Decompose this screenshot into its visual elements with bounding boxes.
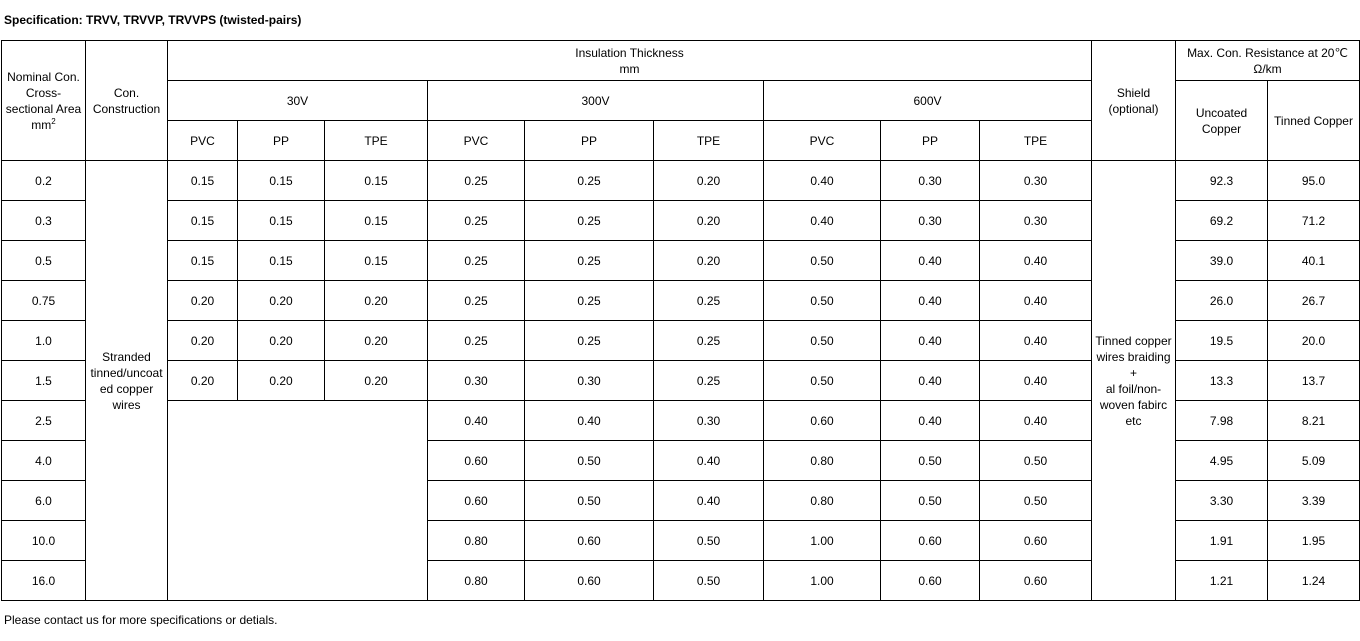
v30-pp-cell: 0.15	[238, 161, 325, 201]
v300-tpe-cell: 0.50	[654, 561, 764, 601]
v30-pp-cell: 0.15	[238, 201, 325, 241]
shield-cell: Tinned copper wires braiding + al foil/non- woven fabirc etc	[1092, 161, 1176, 601]
v300-tpe-cell: 0.20	[654, 241, 764, 281]
area-cell: 6.0	[2, 481, 86, 521]
v600-tpe-cell: 0.60	[980, 561, 1092, 601]
v600-pp-cell: 0.30	[881, 161, 980, 201]
v600-pp-cell: 0.40	[881, 401, 980, 441]
header-max-resistance: Max. Con. Resistance at 20℃ Ω/km	[1176, 41, 1360, 81]
header-300v-pvc: PVC	[428, 121, 525, 161]
v300-pvc-cell: 0.60	[428, 481, 525, 521]
v300-pvc-cell: 0.60	[428, 441, 525, 481]
tinned-cell: 71.2	[1268, 201, 1360, 241]
area-cell: 16.0	[2, 561, 86, 601]
tinned-cell: 26.7	[1268, 281, 1360, 321]
tinned-cell: 5.09	[1268, 441, 1360, 481]
uncoated-cell: 7.98	[1176, 401, 1268, 441]
header-insulation-thickness: Insulation Thickness mm	[168, 41, 1092, 81]
uncoated-cell: 1.21	[1176, 561, 1268, 601]
v300-pp-cell: 0.50	[525, 441, 654, 481]
v600-tpe-cell: 0.50	[980, 481, 1092, 521]
v600-pvc-cell: 0.50	[764, 241, 881, 281]
v600-pp-cell: 0.40	[881, 241, 980, 281]
header-30v-pp: PP	[238, 121, 325, 161]
v300-pvc-cell: 0.30	[428, 361, 525, 401]
area-cell: 1.0	[2, 321, 86, 361]
page-title: Specification: TRVV, TRVVP, TRVVPS (twisted-pairs)	[4, 13, 302, 27]
v300-pp-cell: 0.60	[525, 521, 654, 561]
specification-table	[1, 40, 1360, 601]
tinned-cell: 1.95	[1268, 521, 1360, 561]
v600-pp-cell: 0.50	[881, 441, 980, 481]
header-nominal-area: Nominal Con. Cross- sectional Area $mm^2$	[2, 41, 86, 161]
v300-tpe-cell: 0.40	[654, 481, 764, 521]
v600-pvc-cell: 0.50	[764, 281, 881, 321]
uncoated-cell: 39.0	[1176, 241, 1268, 281]
header-600v-pp: PP	[881, 121, 980, 161]
v600-tpe-cell: 0.50	[980, 441, 1092, 481]
uncoated-cell: 26.0	[1176, 281, 1268, 321]
v30-pp-cell: 0.15	[238, 241, 325, 281]
v600-tpe-cell: 0.40	[980, 401, 1092, 441]
v600-pvc-cell: 0.80	[764, 481, 881, 521]
v30-tpe-cell: 0.20	[325, 321, 428, 361]
header-300v: 300V	[428, 81, 764, 121]
tinned-cell: 95.0	[1268, 161, 1360, 201]
v600-pp-cell: 0.30	[881, 201, 980, 241]
v600-pp-cell: 0.60	[881, 521, 980, 561]
v600-pp-cell: 0.40	[881, 361, 980, 401]
v600-tpe-cell: 0.40	[980, 241, 1092, 281]
v300-tpe-cell: 0.50	[654, 521, 764, 561]
v300-pp-cell: 0.25	[525, 281, 654, 321]
table-header	[2, 41, 1360, 161]
header-30v-pvc: PVC	[168, 121, 238, 161]
v300-tpe-cell: 0.25	[654, 321, 764, 361]
v300-pp-cell: 0.60	[525, 561, 654, 601]
uncoated-cell: 4.95	[1176, 441, 1268, 481]
area-cell: 10.0	[2, 521, 86, 561]
footer-note: Please contact us for more specifications or detials.	[4, 613, 278, 627]
v600-pvc-cell: 0.40	[764, 201, 881, 241]
header-30v: 30V	[168, 81, 428, 121]
v300-pvc-cell: 0.25	[428, 161, 525, 201]
uncoated-cell: 69.2	[1176, 201, 1268, 241]
v600-tpe-cell: 0.40	[980, 361, 1092, 401]
v30-pvc-cell: 0.20	[168, 321, 238, 361]
v300-tpe-cell: 0.30	[654, 401, 764, 441]
uncoated-cell: 3.30	[1176, 481, 1268, 521]
v300-pp-cell: 0.25	[525, 241, 654, 281]
v300-pvc-cell: 0.80	[428, 561, 525, 601]
header-300v-pp: PP	[525, 121, 654, 161]
tinned-cell: 8.21	[1268, 401, 1360, 441]
uncoated-cell: 92.3	[1176, 161, 1268, 201]
v30-pvc-cell: 0.20	[168, 361, 238, 401]
v30-pvc-cell: 0.15	[168, 241, 238, 281]
v600-tpe-cell: 0.40	[980, 321, 1092, 361]
tinned-cell: 40.1	[1268, 241, 1360, 281]
v300-pvc-cell: 0.25	[428, 321, 525, 361]
v30-empty-block	[168, 401, 428, 601]
area-cell: 1.5	[2, 361, 86, 401]
header-uncoated-copper: Uncoated Copper	[1176, 81, 1268, 161]
v300-pvc-cell: 0.40	[428, 401, 525, 441]
v300-pp-cell: 0.25	[525, 161, 654, 201]
v600-tpe-cell: 0.30	[980, 201, 1092, 241]
v300-tpe-cell: 0.20	[654, 161, 764, 201]
header-600v-pvc: PVC	[764, 121, 881, 161]
v600-pp-cell: 0.40	[881, 281, 980, 321]
header-construction: Con. Construction	[86, 41, 168, 161]
area-cell: 2.5	[2, 401, 86, 441]
v600-tpe-cell: 0.60	[980, 521, 1092, 561]
v600-tpe-cell: 0.30	[980, 161, 1092, 201]
header-shield: Shield (optional)	[1092, 41, 1176, 161]
v300-pp-cell: 0.50	[525, 481, 654, 521]
v600-pvc-cell: 1.00	[764, 521, 881, 561]
area-cell: 0.75	[2, 281, 86, 321]
v30-tpe-cell: 0.20	[325, 281, 428, 321]
v30-pp-cell: 0.20	[238, 321, 325, 361]
v30-tpe-cell: 0.15	[325, 241, 428, 281]
construction-cell: Stranded tinned/uncoat ed copper wires	[86, 161, 168, 601]
area-cell: 0.2	[2, 161, 86, 201]
tinned-cell: 1.24	[1268, 561, 1360, 601]
area-cell: 0.5	[2, 241, 86, 281]
header-30v-tpe: TPE	[325, 121, 428, 161]
v600-pvc-cell: 0.80	[764, 441, 881, 481]
v600-pvc-cell: 0.40	[764, 161, 881, 201]
v600-pvc-cell: 0.50	[764, 361, 881, 401]
area-cell: 4.0	[2, 441, 86, 481]
v600-pvc-cell: 0.60	[764, 401, 881, 441]
v300-pp-cell: 0.25	[525, 321, 654, 361]
uncoated-cell: 13.3	[1176, 361, 1268, 401]
v30-pvc-cell: 0.20	[168, 281, 238, 321]
v30-tpe-cell: 0.20	[325, 361, 428, 401]
v300-tpe-cell: 0.25	[654, 361, 764, 401]
v600-pvc-cell: 0.50	[764, 321, 881, 361]
v300-tpe-cell: 0.40	[654, 441, 764, 481]
v600-tpe-cell: 0.40	[980, 281, 1092, 321]
v300-pp-cell: 0.40	[525, 401, 654, 441]
v300-tpe-cell: 0.20	[654, 201, 764, 241]
v30-pvc-cell: 0.15	[168, 201, 238, 241]
v30-pp-cell: 0.20	[238, 281, 325, 321]
header-tinned-copper: Tinned Copper	[1268, 81, 1360, 161]
header-300v-tpe: TPE	[654, 121, 764, 161]
v300-pp-cell: 0.30	[525, 361, 654, 401]
v300-pp-cell: 0.25	[525, 201, 654, 241]
v30-pp-cell: 0.20	[238, 361, 325, 401]
v30-pvc-cell: 0.15	[168, 161, 238, 201]
v30-tpe-cell: 0.15	[325, 161, 428, 201]
uncoated-cell: 19.5	[1176, 321, 1268, 361]
table-body	[2, 161, 1360, 601]
v300-pvc-cell: 0.25	[428, 281, 525, 321]
tinned-cell: 13.7	[1268, 361, 1360, 401]
v30-tpe-cell: 0.15	[325, 201, 428, 241]
header-600v-tpe: TPE	[980, 121, 1092, 161]
v300-pvc-cell: 0.80	[428, 521, 525, 561]
tinned-cell: 20.0	[1268, 321, 1360, 361]
v300-pvc-cell: 0.25	[428, 201, 525, 241]
v300-tpe-cell: 0.25	[654, 281, 764, 321]
header-600v: 600V	[764, 81, 1092, 121]
area-cell: 0.3	[2, 201, 86, 241]
uncoated-cell: 1.91	[1176, 521, 1268, 561]
v600-pp-cell: 0.50	[881, 481, 980, 521]
v600-pvc-cell: 1.00	[764, 561, 881, 601]
v600-pp-cell: 0.60	[881, 561, 980, 601]
table-row	[2, 161, 1360, 201]
tinned-cell: 3.39	[1268, 481, 1360, 521]
v300-pvc-cell: 0.25	[428, 241, 525, 281]
v600-pp-cell: 0.40	[881, 321, 980, 361]
